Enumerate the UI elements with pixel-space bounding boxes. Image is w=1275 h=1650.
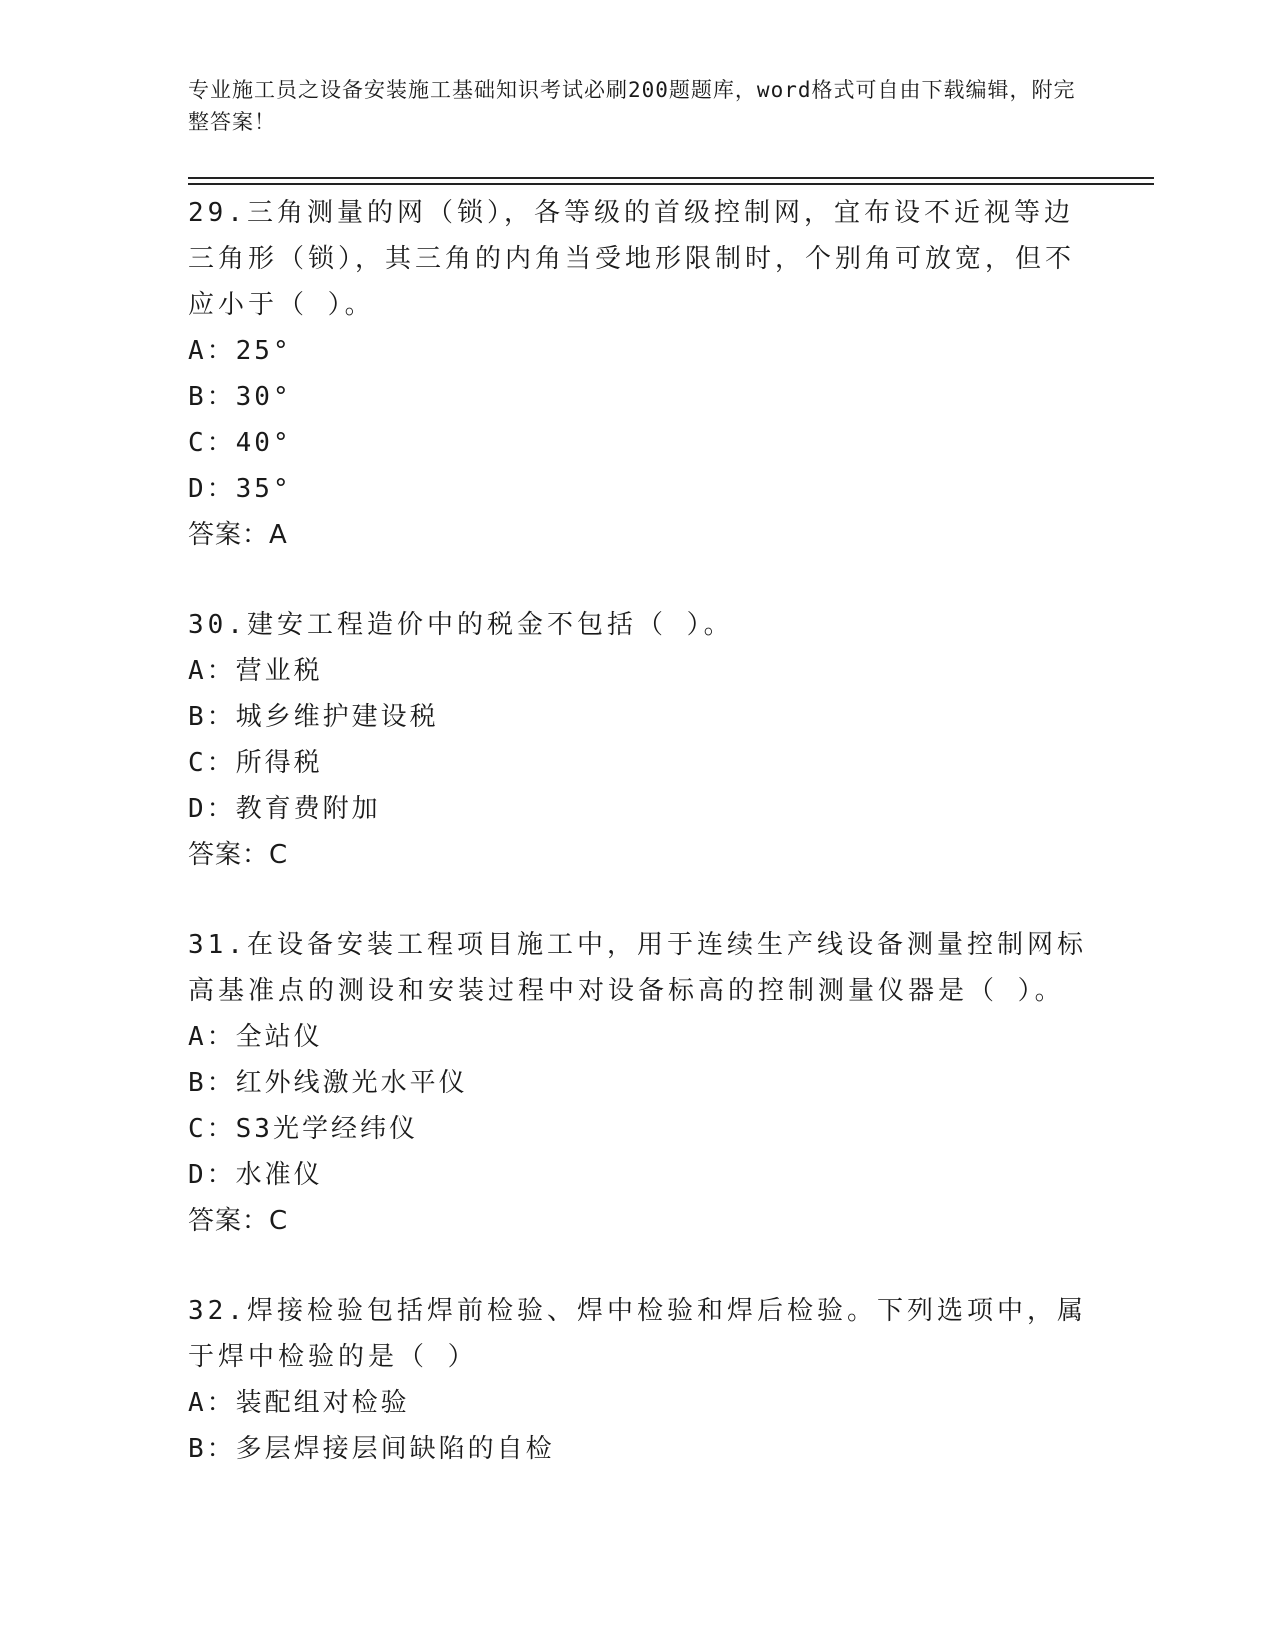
option-b: B：30° [188, 382, 292, 412]
header-divider-top [188, 177, 1154, 179]
answer: 答案：A [188, 520, 288, 550]
question-31 [188, 922, 1088, 1244]
option-b: B：红外线激光水平仪 [188, 1068, 468, 1098]
document-header: 专业施工员之设备安装施工基础知识考试必刷200题题库，word格式可自由下载编辑，附完整答案！ [188, 78, 1076, 134]
question-text: 30.建安工程造价中的税金不包括（ ）。 [188, 610, 734, 640]
option-d: D：教育费附加 [188, 794, 381, 824]
question-text: 29.三角测量的网（锁），各等级的首级控制网，宜布设不近视等边三角形（锁），其三角的内角当受地形限制时，个别角可放宽，但不应小于（ ）。 [188, 198, 1076, 320]
option-d: D：水准仪 [188, 1160, 323, 1190]
question-text: 32.焊接检验包括焊前检验、焊中检验和焊后检验。下列选项中，属于焊中检验的是（ ） [188, 1296, 1087, 1372]
option-c: C：所得税 [188, 748, 323, 778]
header-divider-bottom [188, 183, 1154, 185]
option-b: B：城乡维护建设税 [188, 702, 439, 732]
option-a: A：营业税 [188, 656, 323, 686]
option-b: B：多层焊接层间缺陷的自检 [188, 1434, 555, 1464]
option-a: A：25° [188, 336, 292, 366]
question-29 [188, 190, 1088, 558]
option-a: A：全站仪 [188, 1022, 323, 1052]
option-c: C：S3光学经纬仪 [188, 1114, 418, 1144]
option-c: C：40° [188, 428, 292, 458]
option-d: D：35° [188, 474, 292, 504]
answer: 答案：C [188, 840, 289, 870]
answer: 答案：C [188, 1206, 289, 1236]
question-text: 31.在设备安装工程项目施工中，用于连续生产线设备测量控制网标高基准点的测设和安装过程中对设备标高的控制测量仪器是（ ）。 [188, 930, 1087, 1006]
question-32 [188, 1288, 1088, 1472]
option-a: A：装配组对检验 [188, 1388, 410, 1418]
question-30 [188, 602, 1088, 878]
question-list [188, 190, 1088, 1516]
